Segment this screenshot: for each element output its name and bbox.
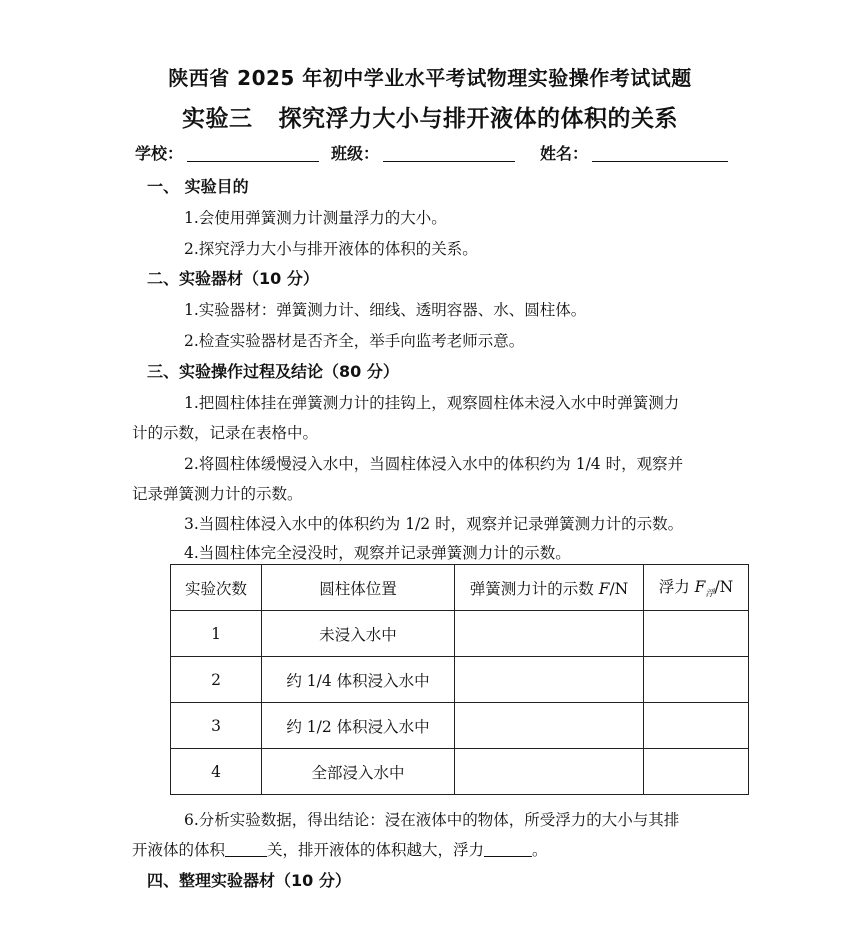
buoyancy-cell[interactable] <box>644 703 749 749</box>
section-1-heading: 一、 实验目的 <box>147 177 249 196</box>
school-blank[interactable] <box>187 145 319 162</box>
class-label: 班级： <box>331 144 380 163</box>
section-3-heading: 三、实验操作过程及结论（80 分） <box>147 362 399 381</box>
table-row <box>171 611 749 657</box>
section-2-heading: 二、实验器材（10 分） <box>147 269 319 288</box>
trial-cell: 4 <box>171 749 262 795</box>
reading-cell[interactable] <box>455 703 644 749</box>
position-cell: 全部浸入水中 <box>262 749 455 795</box>
position-cell: 未浸入水中 <box>262 611 455 657</box>
objective-1: 1.会使用弹簧测力计测量浮力的大小。 <box>184 209 447 227</box>
exam-title: 陕西省 2025 年初中学业水平考试物理实验操作考试试题 <box>168 66 692 90</box>
experiment-title <box>0 100 860 133</box>
school-field[interactable] <box>135 141 319 164</box>
reading-cell[interactable] <box>455 657 644 703</box>
position-cell: 约 1/2 体积浸入水中 <box>262 703 455 749</box>
class-field[interactable] <box>331 141 515 164</box>
table-row <box>171 749 749 795</box>
conclusion-line-2: 开液体的体积 关，排开液体的体积越大，浮力 。 <box>132 841 548 859</box>
header-buoyancy: 浮力 $F_浮/N$ <box>644 565 749 611</box>
step-1-line-1: 1.把圆柱体挂在弹簧测力计的挂钩上，观察圆柱体未浸入水中时弹簧测力 <box>184 394 680 412</box>
name-blank[interactable] <box>592 145 728 162</box>
reading-cell[interactable] <box>455 749 644 795</box>
table-header-row <box>171 565 749 611</box>
name-field[interactable] <box>540 141 728 164</box>
experiment-name: 探究浮力大小与排开液体的体积的关系 <box>278 106 678 132</box>
objective-2: 2.探究浮力大小与排开液体的体积的关系。 <box>184 240 478 258</box>
buoyancy-cell[interactable] <box>644 749 749 795</box>
section-4-heading: 四、整理实验器材（10 分） <box>147 871 351 890</box>
trial-cell: 2 <box>171 657 262 703</box>
class-blank[interactable] <box>383 145 515 162</box>
trial-cell: 1 <box>171 611 262 657</box>
results-table <box>170 564 749 795</box>
reading-cell[interactable] <box>455 611 644 657</box>
position-cell: 约 1/4 体积浸入水中 <box>262 657 455 703</box>
buoyancy-cell[interactable] <box>644 611 749 657</box>
school-label: 学校： <box>135 144 184 163</box>
equipment-item-1: 1.实验器材：弹簧测力计、细线、透明容器、水、圆柱体。 <box>184 301 587 319</box>
table-row <box>171 657 749 703</box>
header-reading: 弹簧测力计的示数 F/N <box>455 565 644 611</box>
conclusion-blank-2[interactable] <box>484 842 532 857</box>
buoyancy-cell[interactable] <box>644 657 749 703</box>
experiment-number: 实验三 <box>182 106 253 132</box>
header-trial: 实验次数 <box>171 565 262 611</box>
conclusion-blank-1[interactable] <box>225 842 267 857</box>
table-row <box>171 703 749 749</box>
student-info-row <box>135 141 755 165</box>
step-4: 4.当圆柱体完全浸没时，观察并记录弹簧测力计的示数。 <box>184 544 571 562</box>
step-1-line-2: 计的示数，记录在表格中。 <box>132 424 319 442</box>
equipment-item-2: 2.检查实验器材是否齐全，举手向监考老师示意。 <box>184 332 525 350</box>
step-3: 3.当圆柱体浸入水中的体积约为 1/2 时，观察并记录弹簧测力计的示数。 <box>184 515 684 533</box>
step-2-line-1: 2.将圆柱体缓慢浸入水中，当圆柱体浸入水中的体积约为 1/4 时，观察并 <box>184 455 684 473</box>
conclusion-line-1: 6.分析实验数据，得出结论：浸在液体中的物体，所受浮力的大小与其排 <box>184 811 680 829</box>
name-label: 姓名： <box>540 144 589 163</box>
step-2-line-2: 记录弹簧测力计的示数。 <box>132 485 303 503</box>
trial-cell: 3 <box>171 703 262 749</box>
header-position: 圆柱体位置 <box>262 565 455 611</box>
